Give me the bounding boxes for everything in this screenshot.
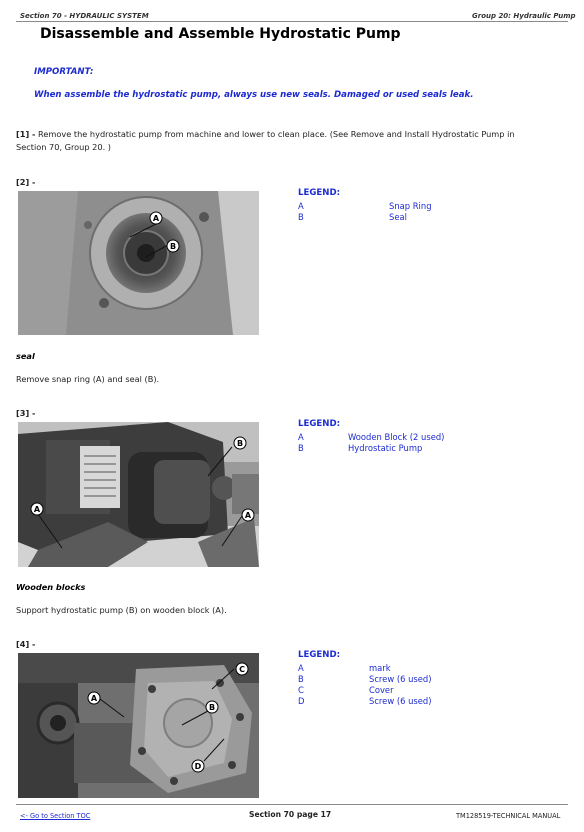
callout-c (235, 661, 249, 680)
step-2-photo (18, 191, 259, 335)
svg-text:B: B (208, 703, 216, 712)
pump-on-blocks-photo (18, 422, 259, 567)
step-3-number: [3] - (16, 408, 36, 418)
svg-text:A: A (244, 511, 252, 520)
legend-value: Cover (369, 685, 394, 695)
callout-a (87, 690, 101, 709)
legend-value: Hydrostatic Pump (348, 443, 423, 453)
legend-value: Screw (6 used) (369, 674, 432, 684)
footer-rule (16, 804, 568, 805)
step-4-legend-title: LEGEND: (298, 650, 341, 660)
legend-key: B (298, 212, 304, 222)
header-section: Section 70 - HYDRAULIC SYSTEM (20, 12, 149, 20)
go-to-section-toc-link[interactable]: <- Go to Section TOC (20, 812, 91, 820)
pump-shaft-photo (18, 191, 259, 335)
step-1-number: [1] - (16, 129, 36, 139)
step-2-legend-title: LEGEND: (298, 188, 341, 198)
legend-value: Screw (6 used) (369, 696, 432, 706)
important-label: IMPORTANT: (34, 67, 94, 77)
legend-key: A (298, 663, 304, 673)
svg-text:B: B (236, 439, 244, 448)
callout-a (30, 501, 44, 520)
step-4-number: [4] - (16, 639, 36, 649)
pump-cover-photo (18, 653, 259, 798)
callout-a (241, 507, 255, 526)
svg-text:B: B (169, 242, 177, 251)
step-4-photo (18, 653, 259, 798)
footer-manual-id: TM128519-TECHNICAL MANUAL (456, 812, 561, 820)
svg-text:A: A (90, 694, 98, 703)
callout-b (233, 435, 247, 454)
page-title: Disassemble and Assemble Hydrostatic Pump (40, 26, 401, 42)
svg-text:C: C (239, 665, 245, 674)
step-3-caption: Wooden blocks (16, 582, 86, 592)
step-3-photo (18, 422, 259, 567)
legend-key: B (298, 674, 304, 684)
legend-key: B (298, 443, 304, 453)
callout-a (149, 210, 163, 229)
legend-key: A (298, 432, 304, 442)
callout-b (205, 699, 219, 718)
header-group: Group 20: Hydraulic Pump (472, 12, 576, 20)
svg-text:A: A (33, 505, 41, 514)
svg-text:A: A (152, 214, 160, 223)
step-3-text: Support hydrostatic pump (B) on wooden block (A). (16, 605, 227, 615)
step-2-number: [2] - (16, 177, 36, 187)
legend-value: Wooden Block (2 used) (348, 432, 445, 442)
legend-key: C (298, 685, 304, 695)
legend-value: Snap Ring (389, 201, 432, 211)
header-rule (16, 21, 568, 22)
legend-key: A (298, 201, 304, 211)
important-text: When assemble the hydrostatic pump, always use new seals. Damaged or used seals leak. (34, 90, 474, 100)
svg-text:D: D (194, 762, 202, 771)
legend-value: mark (369, 663, 391, 673)
footer-page-number: Section 70 page 17 (249, 810, 332, 819)
step-2-text: Remove snap ring (A) and seal (B). (16, 374, 160, 384)
step-3-legend-title: LEGEND: (298, 419, 341, 429)
callout-d (191, 758, 205, 777)
step-2-caption: seal (16, 351, 35, 361)
legend-value: Seal (389, 212, 407, 222)
legend-key: D (298, 696, 305, 706)
callout-b (166, 238, 180, 257)
step-1-text-line2: Section 70, Group 20. ) (16, 141, 111, 152)
step-1 (16, 128, 572, 153)
step-1-text-line1: Remove the hydrostatic pump from machine and lower to clean place. (See Remove and Install Hydrostatic Pump in (38, 129, 515, 139)
